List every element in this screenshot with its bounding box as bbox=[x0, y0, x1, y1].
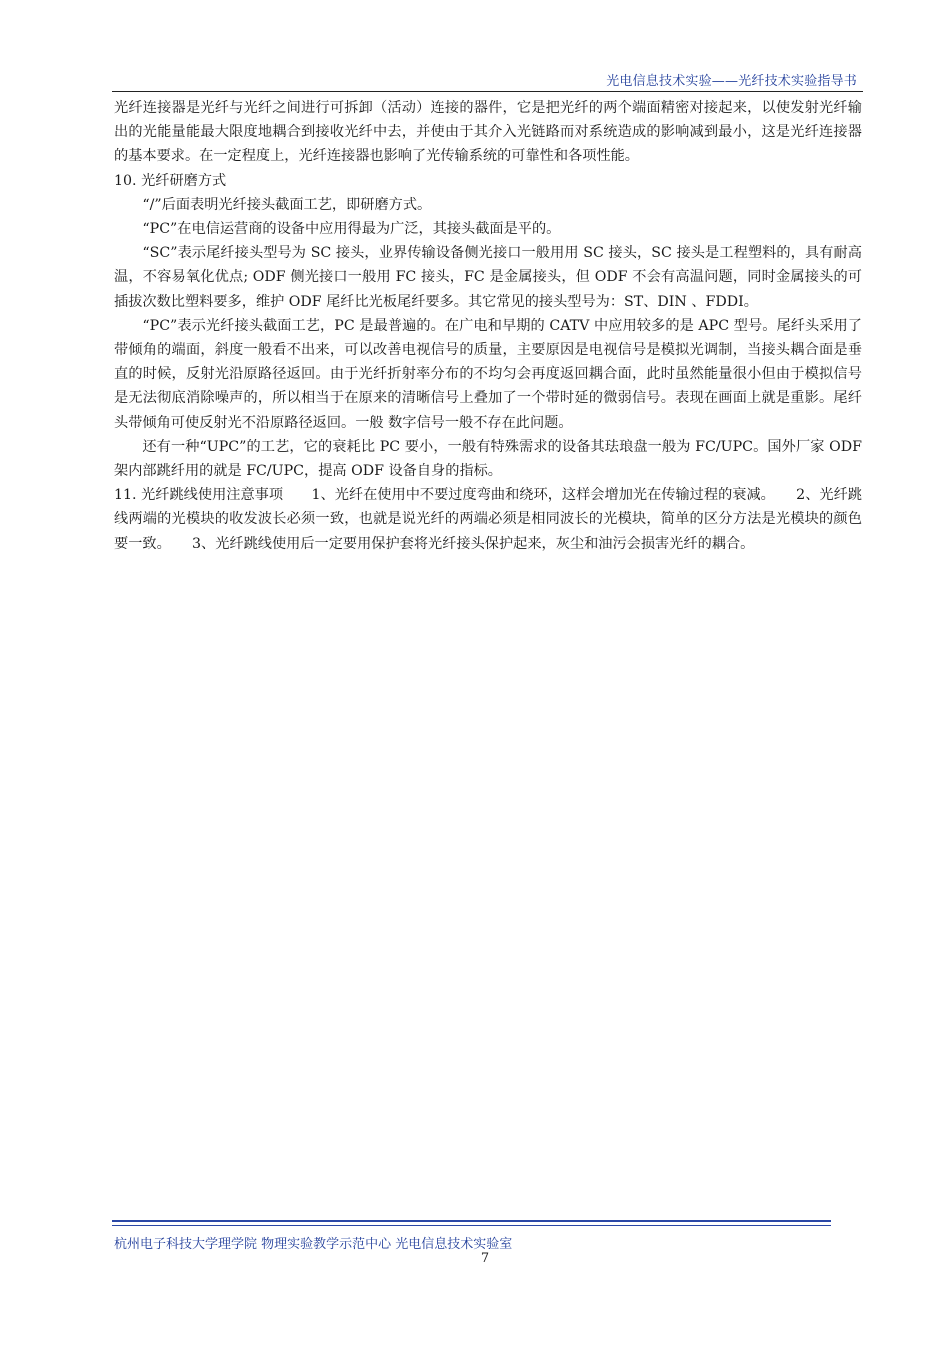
paragraph-pc-apc: “PC”表示光纤接头截面工艺，PC 是最普遍的。在广电和早期的 CATV 中应用较多的是 APC 型号。尾纤头采用了带倾角的端面，斜度一般看不出来，可以改善电视信号的质量，主要原因是电视信号是模拟光调制，当接头耦合面是垂直的时候，反射光沿原路径返回。由于光纤折射率分布的不均匀会再度返回耦合面，此时虽然能量很小但由于模拟信号是无法彻底消除噪声的，所以相当于在原来的清晰信号上叠加了一个带时延的微弱信号。表现在画面上就是重影。尾纤头带倾角可使反射光不沿原路径返回。一般 数字信号一般不存在此问题。 bbox=[114, 317, 862, 431]
body-text bbox=[114, 96, 862, 556]
footer-rule-thin bbox=[112, 1225, 831, 1226]
footer-institution: 杭州电子科技大学理学院 物理实验教学示范中心 光电信息技术实验室 bbox=[114, 1237, 513, 1252]
paragraph-pc-telecom: “PC”在电信运营商的设备中应用得最为广泛，其接头截面是平的。 bbox=[142, 221, 561, 238]
paragraph-connector-intro: 光纤连接器是光纤与光纤之间进行可拆卸（活动）连接的器件，它是把光纤的两个端面精密对接起来，以使发射光纤输出的光能量能最大限度地耦合到接收光纤中去，并使由于其介入光链路而对系统造成的影响减到最小，这是光纤连接器的基本要求。在一定程度上，光纤连接器也影响了光传输系统的可靠性和各项性能。 bbox=[114, 100, 862, 165]
paragraph-upc: 还有一种“UPC”的工艺，它的衰耗比 PC 要小，一般有特殊需求的设备其珐琅盘一般为 FC/UPC。国外厂家 ODF 架内部跳纤用的就是 FC/UPC，提高 ODF 设备自身的指标。 bbox=[114, 438, 862, 480]
section-heading-polishing: 10. 光纤研磨方式 bbox=[114, 172, 227, 189]
paragraph-sc-connector: “SC”表示尾纤接头型号为 SC 接头，业界传输设备侧光接口一般用用 SC 接头，SC 接头是工程塑料的，具有耐高温，不容易氧化优点; ODF 侧光接口一般用 FC 接头，FC 是金属接头，但 ODF 不会有高温问题，同时金属接头的可插拔次数比塑料要多，维护 ODF 尾纤比光板尾纤要多。其它常见的接头型号为：ST、DIN 、FDDI。 bbox=[114, 245, 862, 310]
running-header: 光电信息技术实验——光纤技术实验指导书 bbox=[606, 74, 857, 89]
paragraph-slash-meaning: “/”后面表明光纤接头截面工艺，即研磨方式。 bbox=[142, 196, 432, 213]
page-number: 7 bbox=[480, 1251, 490, 1266]
section-heading-patchcord-notes: 11. 光纤跳线使用注意事项 1、光纤在使用中不要过度弯曲和绕环，这样会增加光在传输过程的衰减。 2、光纤跳线两端的光模块的收发波长必须一致，也就是说光纤的两端必须是相同波长的光模块，简单的区分方法是光模块的颜色要一致。 3、光纤跳线使用后一定要用保护套将光纤接头保护起来，灰尘和油污会损害光纤的耦合。 bbox=[114, 487, 862, 552]
footer-rule bbox=[112, 1220, 831, 1222]
header-rule bbox=[112, 91, 863, 92]
